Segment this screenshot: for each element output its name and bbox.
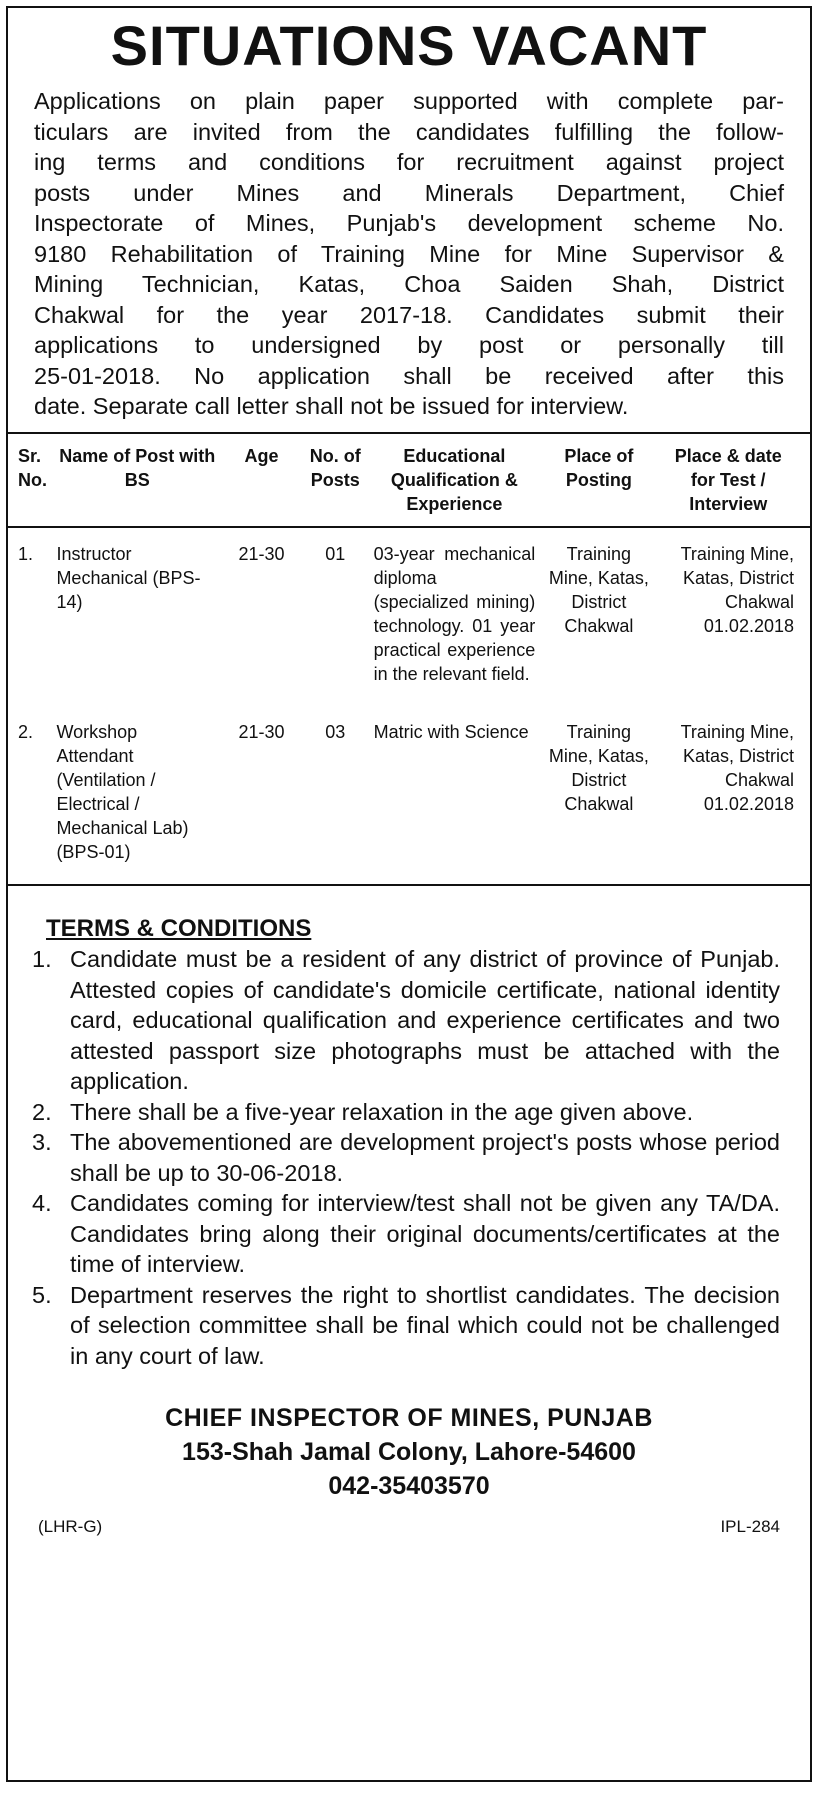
term-number: 1.	[32, 946, 52, 972]
intro-line: 9180 Rehabilitation of Training Mine for Mine Supervisor &	[34, 240, 784, 267]
header-test: Place & date for Test / Interview	[658, 434, 810, 527]
term-text: Candidate must be a resident of any district of province of Punjab. Attested copies of candidate's domicile certificate, national identity card, educational qualification and experience certificates and two attested passport size photographs must be attached with the application.	[70, 946, 780, 1094]
intro-line: ing terms and conditions for recruitment against project	[34, 149, 784, 175]
term-number: 5.	[32, 1281, 52, 1308]
office-phone: 042-35403570	[328, 1472, 490, 1500]
cell-post: Workshop Attendant (Ventilation / Electrical / Mechanical Lab) (BPS-01)	[56, 721, 189, 862]
ad-codes	[38, 1517, 780, 1537]
intro-line: Chakwal for the year 2017-18. Candidates submit their	[34, 301, 784, 328]
cell-sr: 1.	[18, 543, 34, 564]
header-sr: Sr. No.	[8, 434, 52, 527]
term-item	[32, 1188, 780, 1280]
term-number: 3.	[32, 1129, 52, 1155]
cell-posts: 01	[325, 543, 346, 564]
intro-line: Mining Technician, Katas, Choa Saiden Shah, District	[34, 271, 784, 297]
term-item	[32, 1127, 780, 1188]
terms-section	[32, 914, 780, 1372]
cell-post: Instructor Mechanical (BPS-14)	[56, 543, 201, 612]
term-item	[32, 944, 780, 1097]
cell-qualification: 03-year mechanical diploma (specialized mining) technology. 01 year practical experience in the relevant field.	[373, 543, 536, 684]
table-row	[8, 706, 810, 884]
term-item	[32, 1097, 780, 1128]
intro-line: ticulars are invited from the candidates fulfilling the follow-	[34, 118, 784, 145]
header-age: Age	[222, 434, 301, 527]
cell-test: Training Mine, Katas, District Chakwal 01.02.2018	[680, 721, 794, 814]
office-name: CHIEF INSPECTOR OF MINES, PUNJAB	[165, 1404, 653, 1432]
office-address: 153-Shah Jamal Colony, Lahore-54600	[182, 1438, 636, 1466]
intro-line: 25-01-2018. No application shall be received after this	[34, 362, 784, 389]
footer-signature	[8, 1401, 810, 1503]
header-post: Name of Post with BS	[52, 434, 222, 527]
cell-posting: Training Mine, Katas, District Chakwal	[548, 543, 649, 636]
table-header-row	[8, 434, 810, 527]
term-text: There shall be a five-year relaxation in the age given above.	[70, 1098, 694, 1125]
term-number: 2.	[32, 1098, 52, 1125]
posts-table	[8, 434, 810, 884]
intro-line: applications to undersigned by post or personally till	[34, 332, 784, 358]
term-item	[32, 1280, 780, 1372]
header-posting: Place of Posting	[539, 434, 658, 527]
cell-age: 21-30	[238, 721, 285, 742]
cell-posts: 03	[325, 721, 346, 742]
divider	[8, 884, 810, 886]
intro-line: posts under Mines and Minerals Department, Chief	[34, 179, 784, 206]
cell-age: 21-30	[238, 543, 285, 564]
ad-title: SITUATIONS VACANT	[110, 14, 708, 77]
cell-test: Training Mine, Katas, District Chakwal 01.02.2018	[680, 543, 794, 636]
header-posts: No. of Posts	[301, 434, 370, 527]
code-left: (LHR-G)	[38, 1517, 103, 1536]
term-text: Candidates coming for interview/test shall not be given any TA/DA. Candidates bring along their original documents/certificates at the time of interview.	[70, 1190, 780, 1277]
term-number: 4.	[32, 1190, 52, 1216]
cell-posting: Training Mine, Katas, District Chakwal	[548, 721, 649, 814]
advertisement	[6, 6, 812, 1782]
terms-title: TERMS & CONDITIONS	[46, 914, 312, 942]
cell-sr: 2.	[18, 721, 34, 742]
posts-table-section	[8, 432, 810, 886]
cell-qualification: Matric with Science	[373, 721, 529, 742]
intro-paragraph	[34, 86, 784, 422]
term-text: Department reserves the right to shortlist candidates. The decision of selection committee shall be final which could not be challenged in any court of law.	[70, 1281, 780, 1369]
table-row	[8, 527, 810, 706]
intro-line: date. Separate call letter shall not be issued for interview.	[34, 393, 629, 419]
intro-line: Applications on plain paper supported with complete par-	[34, 88, 784, 114]
intro-line: Inspectorate of Mines, Punjab's development scheme No.	[34, 210, 784, 236]
header-qualification: Educational Qualification & Experience	[370, 434, 540, 527]
term-text: The abovementioned are development project's posts whose period shall be up to 30-06-2018.	[70, 1129, 780, 1186]
code-right: IPL-284	[720, 1517, 780, 1536]
